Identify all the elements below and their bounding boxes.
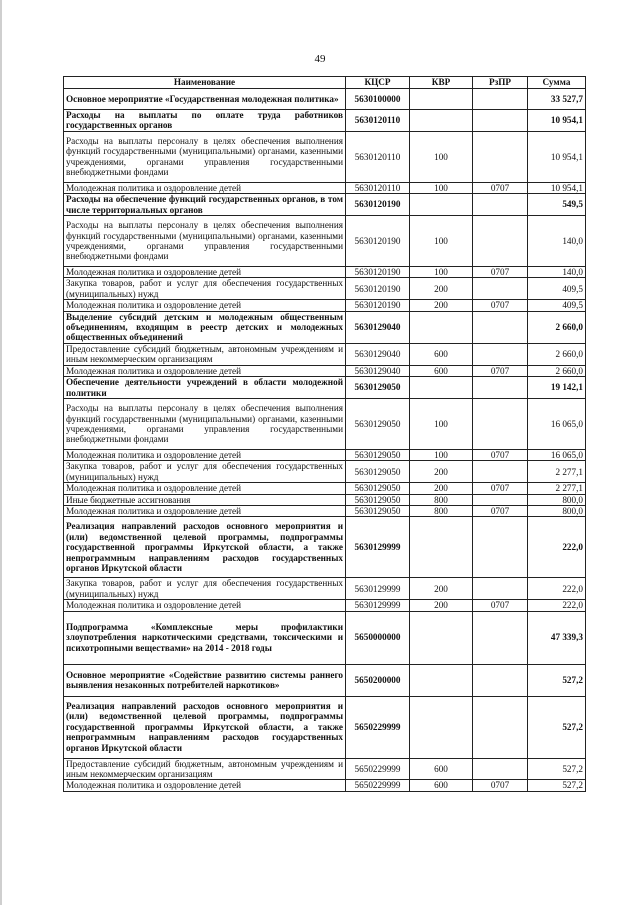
cell-kvr: 200 <box>410 578 473 600</box>
cell-sum: 409,5 <box>528 278 586 300</box>
cell-name: Предоставление субсидий бюджетным, автономным учреждениям и иным некоммерческим организациям <box>64 343 346 365</box>
cell-kvr: 600 <box>410 758 473 780</box>
cell-sum: 549,5 <box>528 194 586 216</box>
cell-kcsr: 5650229999 <box>346 780 410 791</box>
cell-sum: 10 954,1 <box>528 182 586 193</box>
table-row <box>64 494 586 505</box>
cell-sum: 800,0 <box>528 505 586 516</box>
table-row <box>64 611 586 664</box>
cell-kcsr: 5650229999 <box>346 758 410 780</box>
cell-kvr <box>410 664 473 696</box>
cell-name: Молодежная политика и оздоровление детей <box>64 300 346 311</box>
cell-kcsr: 5630120190 <box>346 267 410 278</box>
cell-kvr <box>410 517 473 578</box>
cell-name: Молодежная политика и оздоровление детей <box>64 182 346 193</box>
cell-kvr: 600 <box>410 780 473 791</box>
cell-kcsr: 5630120190 <box>346 194 410 216</box>
table-row <box>64 505 586 516</box>
cell-sum: 2 660,0 <box>528 343 586 365</box>
cell-sum: 222,0 <box>528 517 586 578</box>
cell-sum: 2 277,1 <box>528 483 586 494</box>
cell-rzpr <box>473 398 528 449</box>
cell-rzpr <box>473 311 528 343</box>
cell-kvr: 200 <box>410 300 473 311</box>
table-row <box>64 216 586 267</box>
table-header-row <box>64 77 586 89</box>
cell-sum: 409,5 <box>528 300 586 311</box>
cell-sum: 2 660,0 <box>528 311 586 343</box>
cell-rzpr <box>473 494 528 505</box>
cell-kcsr: 5630129999 <box>346 578 410 600</box>
cell-kcsr: 5630120190 <box>346 300 410 311</box>
table-row <box>64 483 586 494</box>
cell-rzpr: 0707 <box>473 449 528 460</box>
cell-sum: 140,0 <box>528 267 586 278</box>
cell-kvr <box>410 311 473 343</box>
cell-kvr: 100 <box>410 449 473 460</box>
cell-name: Расходы на обеспечение функций государственных органов, в том числе территориальных органов <box>64 194 346 216</box>
cell-name: Основное мероприятие «Содействие развитию системы раннего выявления незаконных потребителей наркотиков» <box>64 664 346 696</box>
table-row <box>64 449 586 460</box>
cell-kcsr: 5630129050 <box>346 461 410 483</box>
cell-kcsr: 5630129040 <box>346 311 410 343</box>
cell-name: Молодежная политика и оздоровление детей <box>64 600 346 611</box>
cell-rzpr: 0707 <box>473 365 528 376</box>
table-row <box>64 780 586 791</box>
cell-kvr: 200 <box>410 278 473 300</box>
cell-kvr: 100 <box>410 267 473 278</box>
cell-name: Закупка товаров, работ и услуг для обеспечения государственных (муниципальных) нужд <box>64 461 346 483</box>
cell-kvr <box>410 110 473 132</box>
cell-kcsr: 5630129050 <box>346 505 410 516</box>
cell-name: Обеспечение деятельности учреждений в области молодежной политики <box>64 377 346 399</box>
cell-sum: 527,2 <box>528 758 586 780</box>
cell-sum: 222,0 <box>528 578 586 600</box>
cell-name: Иные бюджетные ассигнования <box>64 494 346 505</box>
cell-rzpr: 0707 <box>473 267 528 278</box>
cell-sum: 527,2 <box>528 696 586 758</box>
cell-sum: 10 954,1 <box>528 131 586 182</box>
cell-rzpr: 0707 <box>473 505 528 516</box>
cell-rzpr <box>473 611 528 664</box>
cell-sum: 33 527,7 <box>528 89 586 110</box>
cell-kcsr: 5630129040 <box>346 365 410 376</box>
cell-rzpr: 0707 <box>473 483 528 494</box>
cell-name: Молодежная политика и оздоровление детей <box>64 365 346 376</box>
cell-name: Расходы на выплаты персоналу в целях обеспечения выполнения функций государственными (муниципальными) органами, казенными учреждениями, органами управления государственными внебюджетными фондами <box>64 398 346 449</box>
cell-rzpr <box>473 578 528 600</box>
cell-kvr <box>410 89 473 110</box>
cell-kcsr: 5650000000 <box>346 611 410 664</box>
cell-name: Молодежная политика и оздоровление детей <box>64 780 346 791</box>
cell-sum: 16 065,0 <box>528 398 586 449</box>
table-row <box>64 278 586 300</box>
cell-kvr: 200 <box>410 483 473 494</box>
cell-kcsr: 5630120190 <box>346 216 410 267</box>
cell-rzpr <box>473 278 528 300</box>
cell-sum: 222,0 <box>528 600 586 611</box>
cell-name: Молодежная политика и оздоровление детей <box>64 267 346 278</box>
scan-edge <box>0 0 2 905</box>
cell-kvr: 800 <box>410 505 473 516</box>
cell-kcsr: 5630129999 <box>346 600 410 611</box>
table-row <box>64 182 586 193</box>
table-row <box>64 300 586 311</box>
cell-kvr: 100 <box>410 398 473 449</box>
cell-kcsr: 5630129050 <box>346 483 410 494</box>
table-row <box>64 461 586 483</box>
table-row <box>64 664 586 696</box>
cell-rzpr <box>473 216 528 267</box>
cell-name: Расходы на выплаты персоналу в целях обеспечения выполнения функций государственными (муниципальными) органами, казенными учреждениями, органами управления государственными внебюджетными фондами <box>64 216 346 267</box>
table-row <box>64 758 586 780</box>
cell-kcsr: 5630120110 <box>346 131 410 182</box>
cell-kcsr: 5630120190 <box>346 278 410 300</box>
cell-kcsr: 5630120110 <box>346 182 410 193</box>
cell-name: Молодежная политика и оздоровление детей <box>64 483 346 494</box>
cell-name: Реализация направлений расходов основного мероприятия и (или) ведомственной целевой программы, подпрограммы государственной программы Иркутской области, а также непрограммным направлениям расходов государственных органов Иркутской области <box>64 696 346 758</box>
cell-sum: 527,2 <box>528 780 586 791</box>
cell-kvr <box>410 696 473 758</box>
cell-kvr <box>410 194 473 216</box>
cell-kcsr: 5630129050 <box>346 449 410 460</box>
cell-kvr: 600 <box>410 343 473 365</box>
cell-kcsr: 5630129050 <box>346 377 410 399</box>
cell-kcsr: 5630129050 <box>346 398 410 449</box>
cell-kcsr: 5650229999 <box>346 696 410 758</box>
table-row <box>64 131 586 182</box>
cell-kcsr: 5630120110 <box>346 110 410 132</box>
table-row <box>64 343 586 365</box>
table-body <box>64 89 586 792</box>
cell-kvr <box>410 611 473 664</box>
cell-sum: 140,0 <box>528 216 586 267</box>
cell-rzpr <box>473 517 528 578</box>
cell-name: Закупка товаров, работ и услуг для обеспечения государственных (муниципальных) нужд <box>64 278 346 300</box>
cell-kvr: 200 <box>410 600 473 611</box>
cell-name: Молодежная политика и оздоровление детей <box>64 505 346 516</box>
cell-kvr: 100 <box>410 131 473 182</box>
cell-rzpr <box>473 194 528 216</box>
table-row <box>64 600 586 611</box>
cell-sum: 19 142,1 <box>528 377 586 399</box>
cell-sum: 2 660,0 <box>528 365 586 376</box>
table-row <box>64 311 586 343</box>
cell-rzpr <box>473 696 528 758</box>
cell-sum: 800,0 <box>528 494 586 505</box>
table-row <box>64 696 586 758</box>
table-row <box>64 89 586 110</box>
cell-kcsr: 5630100000 <box>346 89 410 110</box>
cell-name: Подпрограмма «Комплексные меры профилактики злоупотребления наркотическими средствами, токсическими и психотропными веществами» на 2014 - 2018 годы <box>64 611 346 664</box>
cell-rzpr <box>473 758 528 780</box>
cell-sum: 2 277,1 <box>528 461 586 483</box>
cell-rzpr <box>473 131 528 182</box>
cell-name: Молодежная политика и оздоровление детей <box>64 449 346 460</box>
table-row <box>64 194 586 216</box>
cell-name: Расходы на выплаты персоналу в целях обеспечения выполнения функций государственными (муниципальными) органами, казенными учреждениями, органами управления государственными внебюджетными фондами <box>64 131 346 182</box>
cell-rzpr: 0707 <box>473 780 528 791</box>
cell-name: Расходы на выплаты по оплате труда работников государственных органов <box>64 110 346 132</box>
table-row <box>64 517 586 578</box>
cell-name: Предоставление субсидий бюджетным, автономным учреждениям и иным некоммерческим организациям <box>64 758 346 780</box>
table-row <box>64 267 586 278</box>
cell-kcsr: 5630129999 <box>346 517 410 578</box>
cell-rzpr: 0707 <box>473 182 528 193</box>
cell-sum: 47 339,3 <box>528 611 586 664</box>
budget-table <box>63 76 586 792</box>
cell-rzpr <box>473 89 528 110</box>
cell-kcsr: 5650200000 <box>346 664 410 696</box>
cell-kvr: 600 <box>410 365 473 376</box>
cell-rzpr <box>473 110 528 132</box>
cell-kvr: 800 <box>410 494 473 505</box>
header-name: Наименование <box>64 77 346 89</box>
cell-rzpr <box>473 343 528 365</box>
table-row <box>64 110 586 132</box>
cell-rzpr <box>473 377 528 399</box>
cell-sum: 16 065,0 <box>528 449 586 460</box>
cell-rzpr: 0707 <box>473 600 528 611</box>
header-kcsr: КЦСР <box>346 77 410 89</box>
table-row <box>64 377 586 399</box>
table-row <box>64 578 586 600</box>
cell-kcsr: 5630129050 <box>346 494 410 505</box>
cell-name: Реализация направлений расходов основного мероприятия и (или) ведомственной целевой программы, подпрограммы государственной программы Иркутской области, а также непрограммным направлениям расходов государственных органов Иркутской области <box>64 517 346 578</box>
cell-rzpr <box>473 461 528 483</box>
cell-kvr <box>410 377 473 399</box>
cell-kvr: 100 <box>410 216 473 267</box>
cell-rzpr <box>473 664 528 696</box>
cell-sum: 10 954,1 <box>528 110 586 132</box>
cell-kcsr: 5630129040 <box>346 343 410 365</box>
header-kvr: КВР <box>410 77 473 89</box>
cell-rzpr: 0707 <box>473 300 528 311</box>
page-number: 49 <box>314 53 326 65</box>
cell-name: Выделение субсидий детским и молодежным общественным объединениям, входящим в реестр детских и молодежных общественных объединений <box>64 311 346 343</box>
cell-name: Закупка товаров, работ и услуг для обеспечения государственных (муниципальных) нужд <box>64 578 346 600</box>
table-row <box>64 398 586 449</box>
cell-sum: 527,2 <box>528 664 586 696</box>
table-row <box>64 365 586 376</box>
cell-name: Основное мероприятие «Государственная молодежная политика» <box>64 89 346 110</box>
header-rzpr: РзПР <box>473 77 528 89</box>
header-sum: Сумма <box>528 77 586 89</box>
cell-kvr: 100 <box>410 182 473 193</box>
cell-kvr: 200 <box>410 461 473 483</box>
